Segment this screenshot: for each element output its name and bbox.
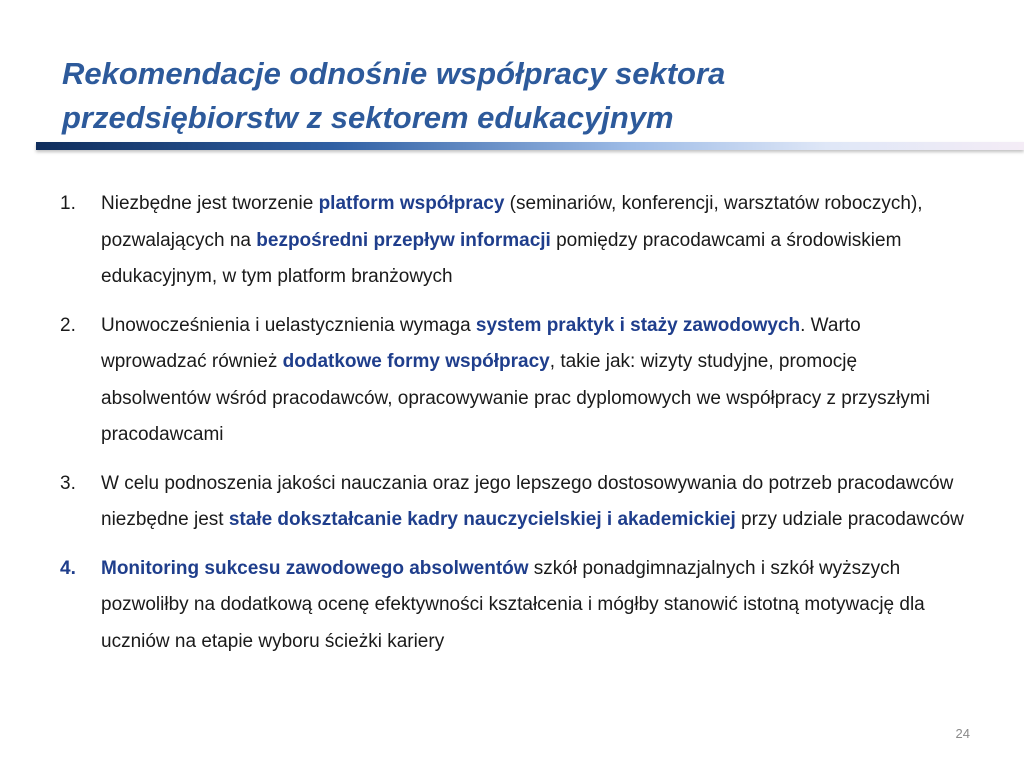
list-item-3 (60, 466, 970, 539)
item-highlight: platform współpracy (318, 193, 505, 214)
list-item-number: 3. (60, 472, 76, 494)
slide-title (62, 52, 962, 140)
item-text: . Warto wprowadzać również (101, 314, 861, 372)
item-highlight: Monitoring sukcesu zawodowego absolwentów (101, 557, 529, 579)
item-highlight: system praktyk i staży zawodowych (475, 314, 801, 336)
slide-title-line-1: Rekomendacje odnośnie współpracy sektora (62, 56, 726, 91)
item-highlight: dodatkowe formy współpracy (282, 351, 550, 372)
recommendations-list (60, 186, 970, 672)
list-item-1 (60, 186, 970, 296)
list-item-4 (60, 551, 970, 661)
list-item-number: 2. (60, 314, 76, 336)
item-highlight: bezpośredni przepływ informacji (256, 229, 551, 251)
item-highlight: stałe dokształcanie kadry nauczycielskiej i akademickiej (228, 509, 736, 530)
item-text: , takie jak: wizyty studyjne, promocję absolwentów wśród pracodawców, opracowywanie prac dyplomowych we współpracy z przyszłymi pracodawcami (101, 351, 930, 445)
item-text: Niezbędne jest tworzenie (101, 193, 319, 214)
page-number: 24 (955, 726, 970, 741)
item-text: przy udziale pracodawców (735, 509, 964, 530)
item-text: W celu podnoszenia jakości nauczania oraz jego lepszego dostosowywania do potrzeb pracodawców niezbędne jest (101, 472, 954, 530)
item-text: (seminariów, konferencji, warsztatów roboczych), pozwalających na (101, 193, 923, 251)
item-text: pomiędzy pracodawcami a środowiskiem edukacyjnym, w tym platform branżowych (101, 229, 902, 287)
list-item-number: 1. (60, 193, 76, 214)
list-item-2 (60, 308, 970, 454)
item-text: Unowocześnienia i uelastycznienia wymaga (101, 314, 476, 336)
list-item-number: 4. (60, 557, 76, 579)
slide-title-line-2: przedsiębiorstw z sektorem edukacyjnym (62, 100, 674, 135)
item-text: szkół ponadgimnazjalnych i szkół wyższych pozwoliłby na dodatkową ocenę efektywności kształcenia i mógłby stanowić istotną motywację dla uczniów na etapie wyboru ścieżki kariery (101, 557, 925, 652)
title-underline-bar (36, 142, 1024, 150)
